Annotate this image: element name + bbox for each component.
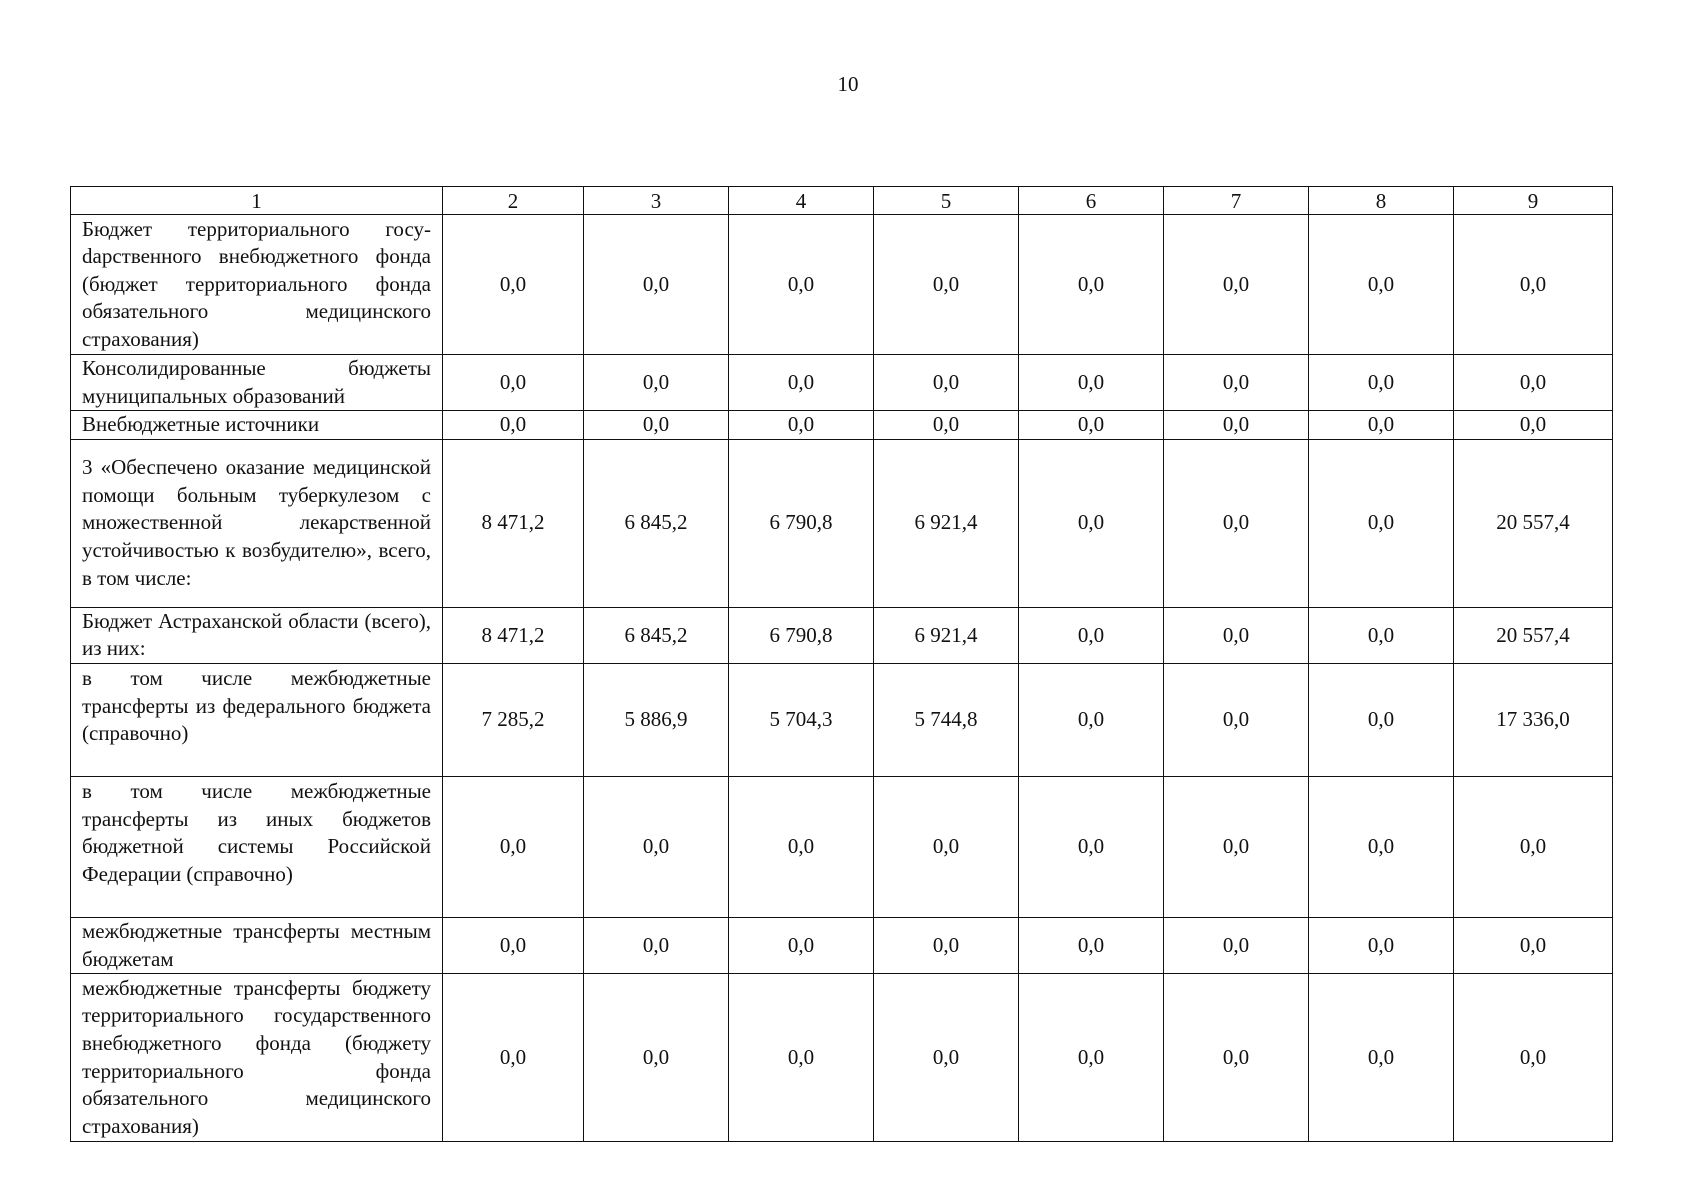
column-number: 7: [1164, 187, 1309, 215]
table-cell: 6 921,4: [874, 607, 1019, 663]
table-row: [71, 776, 1613, 917]
row-label: Консолидированные бюджеты муниципальных образований: [71, 355, 443, 411]
budget-table: [70, 186, 1613, 1142]
table-cell: 8 471,2: [443, 439, 584, 607]
table-cell: 0,0: [1454, 776, 1613, 917]
column-number: 2: [443, 187, 584, 215]
row-label: межбюджетные трансферты местным бюджетам: [71, 917, 443, 973]
column-number: 3: [584, 187, 729, 215]
table-cell: 0,0: [1164, 776, 1309, 917]
row-label: 3 «Обеспечено оказание медицинской помощи больным туберкулезом с множественной лекарственной устойчивостью к возбудителю», всего, в том числе:: [71, 439, 443, 607]
table-row: [71, 215, 1613, 355]
table-cell: 7 285,2: [443, 663, 584, 776]
table-cell: 0,0: [729, 355, 874, 411]
table-cell: 8 471,2: [443, 607, 584, 663]
table-cell: 0,0: [1309, 917, 1454, 973]
table-cell: 0,0: [584, 355, 729, 411]
table-cell: 0,0: [1019, 663, 1164, 776]
table-cell: 6 845,2: [584, 439, 729, 607]
table-row: [71, 663, 1613, 776]
table-cell: 0,0: [1019, 411, 1164, 440]
table-cell: 0,0: [1309, 663, 1454, 776]
table-row: [71, 974, 1613, 1142]
table-cell: 0,0: [1309, 974, 1454, 1142]
table-cell: 0,0: [1019, 215, 1164, 355]
table-cell: 0,0: [1164, 974, 1309, 1142]
table-cell: 0,0: [584, 917, 729, 973]
table-cell: 5 704,3: [729, 663, 874, 776]
table-cell: 5 744,8: [874, 663, 1019, 776]
table-cell: 0,0: [874, 411, 1019, 440]
table-cell: 0,0: [443, 215, 584, 355]
row-label: межбюджетные трансферты бюджету территориального государственного внебюджетного фонда (бюджету территориального фонда обязательного медицинского страхования): [71, 974, 443, 1142]
column-number: 6: [1019, 187, 1164, 215]
row-label: Бюджет территориального госуdарственного внебюджетного фонда (бюджет территориального фонда обязательного медицинского страхования): [71, 215, 443, 355]
table-cell: 6 790,8: [729, 607, 874, 663]
table-cell: 0,0: [443, 355, 584, 411]
table-cell: 0,0: [584, 776, 729, 917]
column-number: 9: [1454, 187, 1613, 215]
table-cell: 0,0: [1164, 411, 1309, 440]
table-cell: 0,0: [1019, 974, 1164, 1142]
row-label: Бюджет Астраханской области (всего), из них:: [71, 607, 443, 663]
table-cell: 20 557,4: [1454, 607, 1613, 663]
table-cell: 6 845,2: [584, 607, 729, 663]
table-cell: 0,0: [1019, 607, 1164, 663]
table-cell: 0,0: [584, 411, 729, 440]
table-cell: 0,0: [729, 776, 874, 917]
column-number: 8: [1309, 187, 1454, 215]
table-cell: 0,0: [729, 411, 874, 440]
table-cell: 0,0: [1019, 917, 1164, 973]
table-cell: 0,0: [1309, 215, 1454, 355]
table-cell: 0,0: [443, 776, 584, 917]
table-cell: 0,0: [729, 215, 874, 355]
table-cell: 20 557,4: [1454, 439, 1613, 607]
table-cell: 0,0: [1454, 215, 1613, 355]
column-number: 5: [874, 187, 1019, 215]
table-cell: 0,0: [1309, 607, 1454, 663]
row-label: Внебюджетные источники: [71, 411, 443, 440]
row-label: в том числе межбюджетные трансферты из иных бюджетов бюджетной системы Российской Федерации (справочно): [71, 776, 443, 917]
table-cell: 0,0: [1019, 439, 1164, 607]
table-cell: 0,0: [1019, 355, 1164, 411]
page-number: 10: [837, 72, 859, 96]
table-cell: 0,0: [1309, 355, 1454, 411]
table-cell: 0,0: [874, 974, 1019, 1142]
table-row: [71, 355, 1613, 411]
row-label: в том числе межбюджетные трансферты из федерального бюджета (справочно): [71, 663, 443, 776]
table-cell: 17 336,0: [1454, 663, 1613, 776]
table-cell: 6 921,4: [874, 439, 1019, 607]
table-row: [71, 411, 1613, 440]
table-cell: 0,0: [443, 917, 584, 973]
table-cell: 0,0: [1454, 411, 1613, 440]
table-cell: 0,0: [874, 776, 1019, 917]
table-cell: 0,0: [1164, 215, 1309, 355]
table-cell: 0,0: [1309, 776, 1454, 917]
table-cell: 0,0: [1164, 663, 1309, 776]
table-row: [71, 917, 1613, 973]
table-cell: 0,0: [1164, 607, 1309, 663]
table-cell: 0,0: [1454, 917, 1613, 973]
table-cell: 0,0: [584, 974, 729, 1142]
table-cell: 0,0: [1309, 439, 1454, 607]
table-row: [71, 439, 1613, 607]
table-cell: 0,0: [1019, 776, 1164, 917]
table-row: [71, 607, 1613, 663]
table-cell: 0,0: [443, 974, 584, 1142]
table-cell: 0,0: [1454, 355, 1613, 411]
column-number: 1: [71, 187, 443, 215]
table-cell: 5 886,9: [584, 663, 729, 776]
table-cell: 0,0: [874, 917, 1019, 973]
table-cell: 0,0: [874, 355, 1019, 411]
table-cell: 0,0: [1164, 439, 1309, 607]
column-number-row: [71, 187, 1613, 215]
table-cell: 0,0: [729, 974, 874, 1142]
table-cell: 0,0: [1309, 411, 1454, 440]
table-cell: 0,0: [874, 215, 1019, 355]
table-cell: 0,0: [443, 411, 584, 440]
table-cell: 6 790,8: [729, 439, 874, 607]
table-cell: 0,0: [584, 215, 729, 355]
table-cell: 0,0: [729, 917, 874, 973]
table-cell: 0,0: [1454, 974, 1613, 1142]
column-number: 4: [729, 187, 874, 215]
table-cell: 0,0: [1164, 355, 1309, 411]
table-cell: 0,0: [1164, 917, 1309, 973]
